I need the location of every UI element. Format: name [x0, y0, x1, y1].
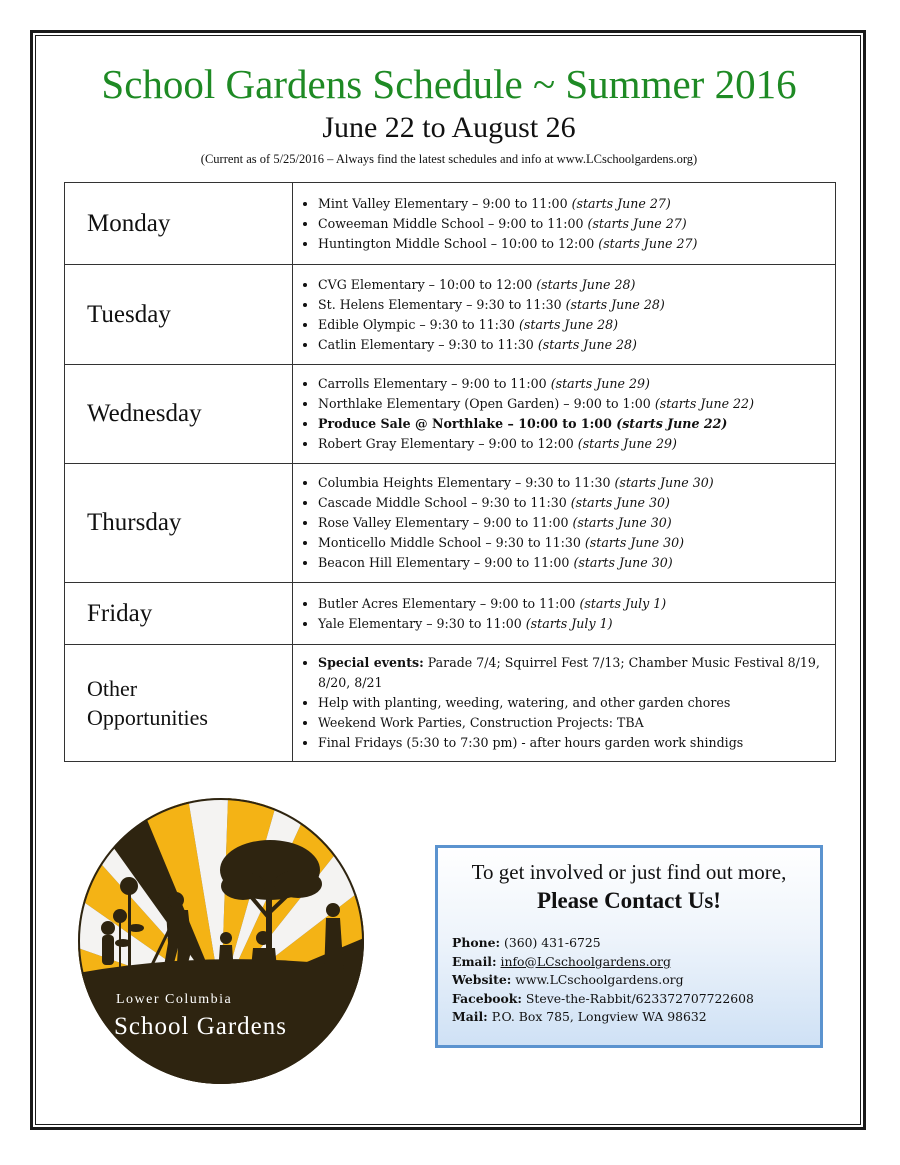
contact-website[interactable]: Website: www.LCschoolgardens.org [452, 972, 684, 987]
school-gardens-logo [78, 798, 364, 1084]
activity-item: • Catlin Elementary – 9:30 to 11:30 (starts June 28) [318, 335, 829, 355]
logo-text-line2: School Gardens [114, 1013, 287, 1040]
website-link[interactable]: www.LCschoolgardens.org [515, 972, 684, 987]
contact-email[interactable]: Email: info@LCschoolgardens.org [452, 953, 671, 969]
activity-item: • Coweeman Middle School – 9:00 to 11:00 (starts June 27) [318, 214, 829, 234]
contact-heading: Please Contact Us! [537, 888, 721, 913]
activity-list [293, 653, 829, 753]
activity-item-special-events: • Special events: Parade 7/4; Squirrel Fest 7/13; Chamber Music Festival 8/19, 8/20, 8/21 [318, 653, 829, 693]
email-link[interactable]: info@LCschoolgardens.org [500, 953, 671, 969]
day-label: Monday [65, 183, 293, 265]
day-label: Tuesday [65, 265, 293, 365]
day-label-line: Opportunities [87, 705, 208, 730]
activity-list [293, 194, 829, 254]
activity-item: • Carrolls Elementary – 9:00 to 11:00 (starts June 29) [318, 374, 829, 394]
day-label: Friday [65, 583, 293, 645]
contact-box [435, 845, 823, 1048]
schedule-table [64, 182, 836, 762]
activity-item: • Northlake Elementary (Open Garden) – 9:00 to 1:00 (starts June 22) [318, 394, 829, 414]
activity-list [293, 275, 829, 355]
logo-text-line1: Lower Columbia [116, 992, 233, 1007]
activity-item: • Columbia Heights Elementary – 9:30 to 11:30 (starts June 30) [318, 473, 829, 493]
contact-intro: To get involved or just find out more, [471, 860, 787, 884]
contact-phone: Phone: (360) 431-6725 [452, 935, 601, 950]
activity-item: • Butler Acres Elementary – 9:00 to 11:00 (starts July 1) [318, 594, 829, 614]
activity-item: • Cascade Middle School – 9:30 to 11:30 (starts June 30) [318, 493, 829, 513]
day-label [65, 645, 293, 762]
schedule-row-friday [65, 583, 836, 645]
contact-facebook: Facebook: Steve-the-Rabbit/623372707722608 [452, 990, 754, 1006]
schedule-row-wednesday [65, 365, 836, 464]
activity-item: • Monticello Middle School – 9:30 to 11:30 (starts June 30) [318, 533, 829, 553]
activity-item: • Yale Elementary – 9:30 to 11:00 (starts July 1) [318, 614, 829, 634]
schedule-row-tuesday [65, 265, 836, 365]
activity-item: • Beacon Hill Elementary – 9:00 to 11:00 (starts June 30) [318, 553, 829, 573]
schedule-row-thursday [65, 464, 836, 583]
schedule-row-other-opportunities [65, 645, 836, 762]
activity-item: • St. Helens Elementary – 9:30 to 11:30 (starts June 28) [318, 295, 829, 315]
contact-mail: Mail: P.O. Box 785, Longview WA 98632 [452, 1009, 707, 1024]
activity-item: • Robert Gray Elementary – 9:00 to 12:00 (starts June 29) [318, 434, 829, 454]
date-range: June 22 to August 26 [322, 111, 576, 144]
activity-item-produce-sale: • Produce Sale @ Northlake – 10:00 to 1:00 (starts June 22) [318, 414, 829, 434]
current-as-of-note: (Current as of 5/25/2016 – Always find the latest schedules and info at www.LCschoolgardens.org) [200, 152, 698, 166]
schedule-row-monday [65, 183, 836, 265]
activity-item: • Mint Valley Elementary – 9:00 to 11:00 (starts June 27) [318, 194, 829, 214]
activity-item: • Huntington Middle School – 10:00 to 12:00 (starts June 27) [318, 234, 829, 254]
day-label: Wednesday [65, 365, 293, 464]
contact-details [452, 934, 754, 1027]
activity-item: • CVG Elementary – 10:00 to 12:00 (starts June 28) [318, 275, 829, 295]
day-label-line: Other [87, 676, 138, 701]
activity-list [293, 594, 829, 634]
activity-item: • Edible Olympic – 9:30 to 11:30 (starts June 28) [318, 315, 829, 335]
activity-item: • Weekend Work Parties, Construction Projects: TBA [318, 713, 829, 733]
page-title: School Gardens Schedule ~ Summer 2016 [101, 61, 797, 107]
activity-list [293, 473, 829, 573]
activity-item: • Final Fridays (5:30 to 7:30 pm) - after hours garden work shindigs [318, 733, 829, 753]
activity-item: • Rose Valley Elementary – 9:00 to 11:00 (starts June 30) [318, 513, 829, 533]
activity-list [293, 374, 829, 454]
day-label: Thursday [65, 464, 293, 583]
activity-item: • Help with planting, weeding, watering, and other garden chores [318, 693, 829, 713]
